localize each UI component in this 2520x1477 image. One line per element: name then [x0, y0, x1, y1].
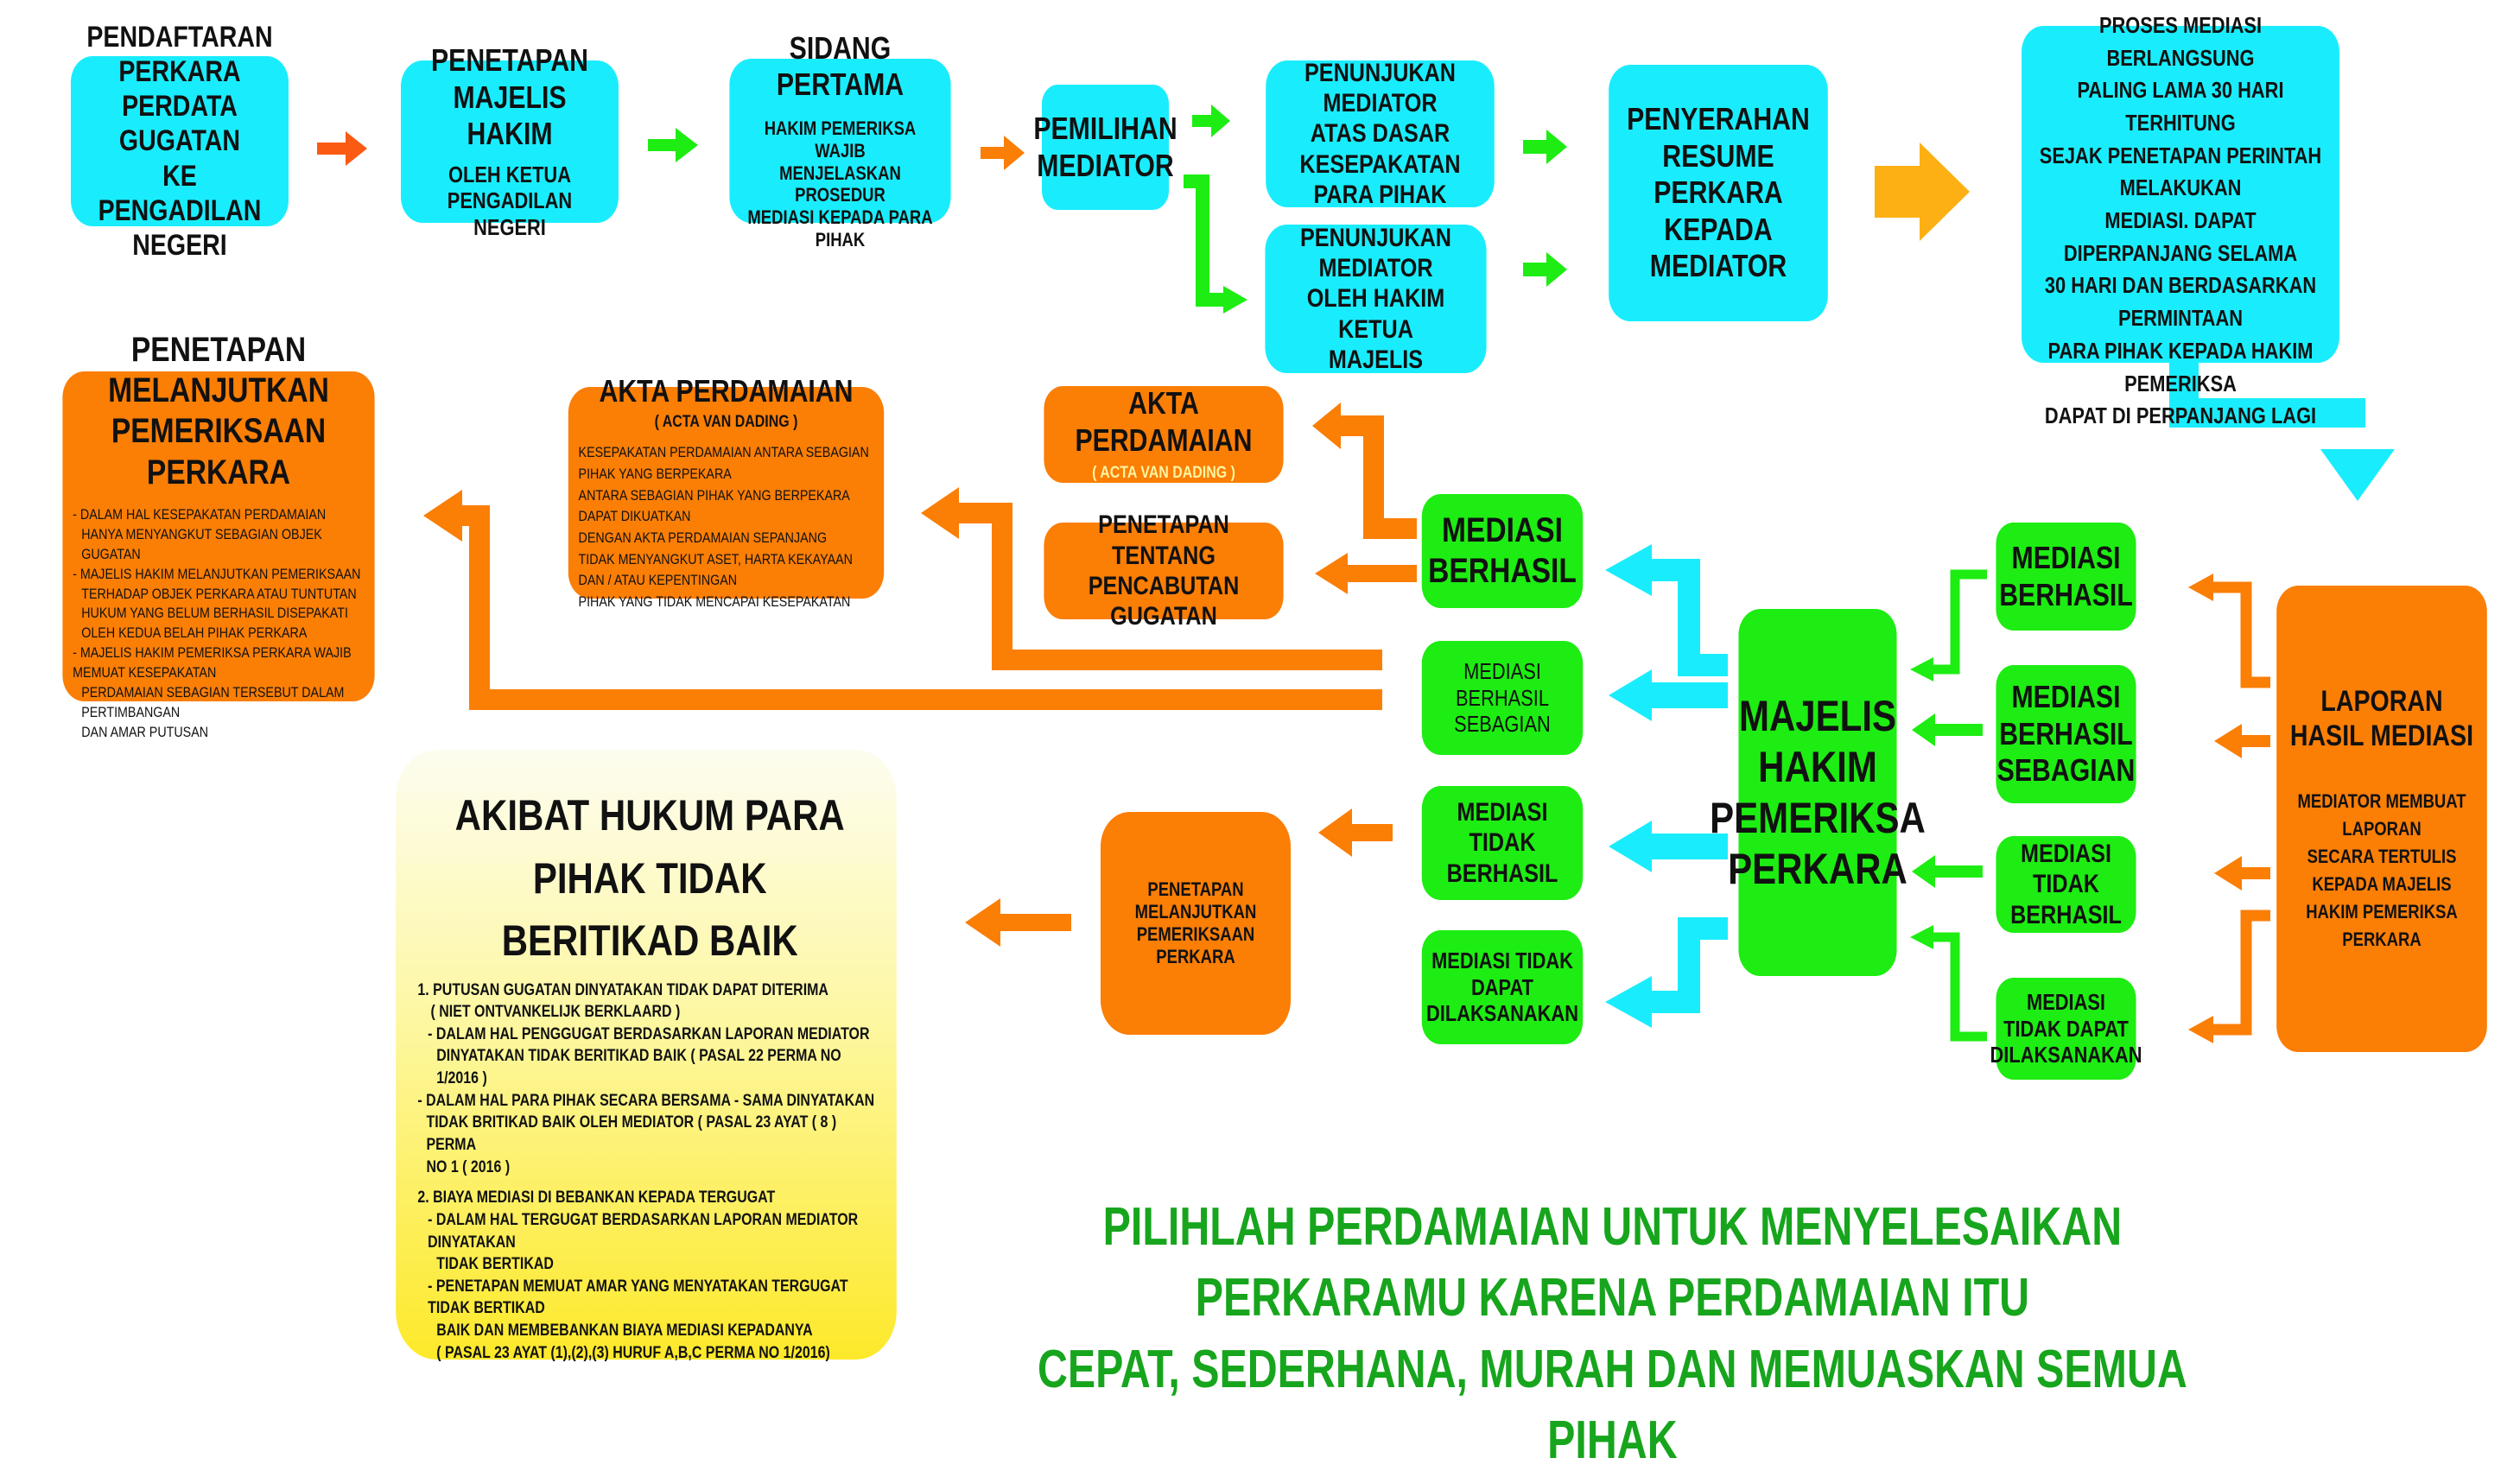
arrow-pemilihan-to-kesepakatan [1192, 105, 1230, 137]
pendaftaran-title: PENDAFTARAN PERKARA PERDATA GUGATAN KE PENGADILAN NEGERI [86, 21, 273, 262]
laporan-hasil-sub: MEDIATOR MEMBUAT LAPORAN SECARA TERTULIS KEPADA MAJELIS HAKIM PEMERIKSA PERKARA [2297, 790, 2466, 950]
box-l-tidak-dapat [1422, 930, 1583, 1044]
box-penyerahan-resume [1609, 65, 1828, 321]
box-r-tidak-berhasil [1996, 836, 2136, 933]
box-l-mediasi-sebagian [1422, 641, 1583, 755]
box-penunjukan-hakim [1265, 225, 1486, 373]
penetapan-lanjut-1-item: - MAJELIS HAKIM MELANJUTKAN PEMERIKSAAN [73, 565, 361, 582]
arrow-penetapan2-to-akibat [965, 898, 1071, 947]
pencabutan-title: PENETAPAN TENTANG PENCABUTAN GUGATAN [1088, 510, 1240, 631]
l-sebagian-title: MEDIASI BERHASIL SEBAGIAN [1454, 657, 1551, 738]
box-pencabutan-gugatan [1044, 510, 1283, 631]
arrow-l-berhasil-to-akta-head [1312, 403, 1341, 449]
box-sidang-pertama [729, 29, 950, 251]
akibat-hukum-item: DINYATAKAN TIDAK BERITIKAD BAIK ( PASAL 22 PERMA NO 1/2016 ) [436, 1047, 841, 1088]
arrow-laporan-to-r-berhasil [2212, 587, 2270, 682]
penetapan-lanjut-1-item: HANYA MENYANGKUT SEBAGIAN OBJEK GUGATAN [81, 525, 322, 562]
penunjukan-hakim-title: PENUNJUKAN MEDIATOR OLEH HAKIM KETUA MAJELIS [1299, 223, 1452, 375]
laporan-hasil-title: LAPORAN HASIL MEDIASI [2289, 685, 2474, 753]
r-sebagian-title: MEDIASI BERHASIL SEBAGIAN [1996, 679, 2136, 789]
box-pendaftaran-perkara [71, 21, 289, 262]
sidang-pertama-title: SIDANG PERTAMA [776, 29, 905, 103]
arrow-pemilihan-to-hakim [1184, 181, 1227, 300]
akibat-hukum-item: - PENETAPAN MEMUAT AMAR YANG MENYATAKAN TERGUGAT TIDAK BERTIKAD [428, 1277, 848, 1318]
penetapan-lanjut-2-title: PENETAPAN MELANJUTKAN PEMERIKSAAN PERKARA [1134, 878, 1257, 967]
arrow-majelis-to-l-berhasil [1646, 570, 1728, 665]
akibat-hukum-title: AKIBAT HUKUM PARA PIHAK TIDAK BERITIKAD BAIK [454, 791, 845, 965]
akta-2-body: KESEPAKATAN PERDAMAIAN ANTARA SEBAGIAN PIHAK YANG BERPEKARA ANTARA SEBAGIAN PIHAK YANG BERPEKARA DAPAT DIKUATKAN DENGAN AKTA PERDAMAIAN SEPANJANG TIDAK MENYANGKUT ASET, HARTA KEKAYAAN DAN / ATAU KEPENTINGAN PIHAK YANG TIDAK MENCAPAI KESEPAKATAN [578, 444, 869, 610]
box-penetapan-melanjutkan-1 [62, 331, 374, 741]
penetapan-lanjut-1-title: PENETAPAN MELANJUTKAN PEMERIKSAAN PERKARA [108, 331, 329, 491]
penetapan-lanjut-1-item: OLEH KEDUA BELAH PIHAK PERKARA [81, 624, 308, 642]
akta-1-title: AKTA PERDAMAIAN [1075, 385, 1253, 458]
proses-mediasi-title [2043, 0, 2318, 1]
arrow-kesepakatan-to-resume [1523, 130, 1567, 164]
akibat-hukum-item: TIDAK BERTIKAD [436, 1255, 554, 1274]
box-akta-perdamaian-1 [1044, 386, 1283, 483]
akibat-hukum-item: 2. BIAYA MEDIASI DI BEBANKAN KEPADA TERGUGAT [417, 1189, 776, 1208]
arrow-resume-to-proses [1875, 143, 1970, 241]
box-akibat-hukum [396, 750, 897, 1360]
l-berhasil-title: MEDIASI BERHASIL [1428, 510, 1577, 590]
penetapan-majelis-title: PENETAPAN MAJELIS HAKIM [430, 42, 589, 152]
slogan-text: PILIHLAH PERDAMAIAN UNTUK MENYELESAIKAN PERKARAMU KARENA PERDAMAIAN ITU CEPAT, SEDERHANA, MURAH DAN MEMUASKAN SEMUA PIHAK [1037, 1197, 2187, 1471]
box-r-tidak-dapat [1990, 978, 2142, 1080]
pemilihan-mediator-title: PEMILIHAN MEDIATOR [1033, 111, 1177, 183]
penunjukan-kesepakatan-title: PENUNJUKAN MEDIATOR ATAS DASAR KESEPAKATAN PARA PIHAK [1299, 58, 1461, 210]
box-pemilihan-mediator [1033, 85, 1177, 210]
akta-1-sub: ( ACTA VAN DADING ) [1092, 464, 1235, 483]
arrow-r-tidak-dapat-to-majelis-head [1910, 925, 1933, 949]
arrow-l-berhasil-to-pencabutan [1315, 553, 1417, 594]
arrow-l-berhasil-to-akta [1335, 426, 1417, 529]
akibat-hukum-item: BAIK DAN MEMBEBANKAN BIAYA MEDIASI KEPADANYA [436, 1322, 813, 1341]
akibat-hukum-item: - DALAM HAL TERGUGAT BERDASARKAN LAPORAN MEDIATOR DINYATAKAN [428, 1210, 859, 1252]
akibat-hukum-item: ( NIET ONTVANKELIJK BERKLAARD ) [430, 1003, 681, 1022]
arrow-r-berhasil-to-majelis-head [1910, 657, 1933, 681]
box-akta-perdamaian-2 [568, 372, 884, 610]
arrow-l-sebagian-to-akta2-head [921, 487, 959, 539]
arrow-pemilihan-to-hakim-head [1223, 286, 1247, 314]
penetapan-majelis-sub: OLEH KETUA PENGADILAN NEGERI [447, 161, 573, 241]
penetapan-lanjut-1-item: HUKUM YANG BELUM BERHASIL DISEPAKATI [81, 605, 348, 622]
akibat-hukum-item: NO 1 ( 2016 ) [426, 1157, 511, 1176]
r-tidak-dapat-title: MEDIASI TIDAK DAPAT DILAKSANAKAN [1990, 988, 2142, 1068]
arrow-majelis-to-l-berhasil-head [1605, 544, 1652, 596]
akibat-hukum-list [417, 979, 882, 1365]
box-majelis-hakim-pemeriksa [1710, 609, 1926, 976]
arrow-penetapan-to-sidang [648, 128, 698, 162]
arrow-hakim-to-resume [1523, 252, 1567, 287]
arrow-laporan-to-r-berhasil-head [2188, 574, 2213, 601]
akibat-hukum-item: ( PASAL 23 AYAT (1),(2),(3) HURUF A,B,C PERMA NO 1/2016) [436, 1343, 830, 1362]
akibat-hukum-item: TIDAK BRITIKAD BAIK OLEH MEDIATOR ( PASAL 23 AYAT ( 8 ) PERMA [426, 1113, 837, 1154]
akibat-hukum-item: - DALAM HAL PARA PIHAK SECARA BERSAMA - SAMA DINYATAKAN [417, 1091, 875, 1110]
arrow-r-tidak-dapat-to-majelis [1931, 937, 1987, 1036]
box-proses-mediasi [2022, 11, 2339, 429]
akta-2-title: AKTA PERDAMAIAN [599, 372, 854, 409]
penetapan-lanjut-1-item: - DALAM HAL KESEPAKATAN PERDAMAIAN [73, 505, 327, 523]
arrow-proses-to-laporan-head [2320, 449, 2395, 501]
penetapan-lanjut-1-item: - MAJELIS HAKIM PEMERIKSA PERKARA WAJIB MEMUAT KESEPAKATAN [73, 644, 352, 681]
penetapan-lanjut-1-item: TERHADAP OBJEK PERKARA ATAU TUNTUTAN [81, 585, 357, 602]
arrow-majelis-to-l-tidak-dapat [1646, 929, 1728, 1002]
box-penunjukan-kesepakatan [1266, 58, 1495, 210]
box-r-mediasi-berhasil [1996, 523, 2136, 631]
box-penetapan-melanjutkan-2 [1101, 812, 1291, 1035]
arrow-majelis-to-l-tidak-dapat-head [1605, 976, 1652, 1028]
box-r-mediasi-sebagian [1996, 665, 2136, 803]
majelis-hakim-title: MAJELIS HAKIM PEMERIKSA PERKARA [1710, 691, 1926, 893]
box-l-tidak-berhasil [1422, 786, 1583, 900]
r-tidak-berhasil-title: MEDIASI TIDAK BERHASIL [2010, 839, 2122, 929]
l-tidak-dapat-title: MEDIASI TIDAK DAPAT DILAKSANAKAN [1426, 947, 1578, 1027]
arrow-l-tidak-berhasil-to-penetapan2 [1318, 808, 1393, 857]
box-l-mediasi-berhasil [1422, 494, 1583, 608]
arrow-l-sebagian-to-penetapan-lanjut-head [423, 490, 462, 542]
arrow-laporan-to-r-tidak-berhasil [2214, 856, 2270, 891]
akibat-hukum-item: 1. PUTUSAN GUGATAN DINYATAKAN TIDAK DAPAT DITERIMA [417, 980, 828, 999]
arrow-laporan-to-r-tidak-dapat-head [2188, 1016, 2213, 1043]
arrow-laporan-to-r-tidak-dapat [2212, 916, 2270, 1030]
arrow-sidang-to-pemilihan [981, 136, 1025, 170]
akibat-hukum-item: - DALAM HAL PENGGUGAT BERDASARKAN LAPORAN MEDIATOR [428, 1024, 870, 1043]
penetapan-lanjut-1-item: PERDAMAIAN SEBAGIAN TERSEBUT DALAM PERTIMBANGAN [81, 684, 345, 721]
arrow-r-berhasil-to-majelis [1931, 574, 1987, 669]
r-berhasil-title: MEDIASI BERHASIL [1999, 540, 2133, 612]
arrow-pendaftaran-to-penetapan [317, 131, 367, 166]
penetapan-lanjut-1-item: DAN AMAR PUTUSAN [81, 724, 209, 741]
l-tidak-berhasil-title: MEDIASI TIDAK BERHASIL [1446, 797, 1558, 888]
penyerahan-resume-title: PENYERAHAN RESUME PERKARA KEPADA MEDIATOR [1627, 101, 1810, 284]
box-penetapan-majelis [401, 42, 619, 241]
sidang-pertama-sub: HAKIM PEMERIKSA WAJIB MENJELASKAN PROSEDUR MEDIASI KEPADA PARA PIHAK [747, 117, 933, 251]
penetapan-lanjut-1-list [73, 505, 365, 743]
arrow-laporan-to-r-sebagian [2214, 724, 2270, 758]
proses-mediasi-sub: PROSES MEDIASI BERLANGSUNG PALING LAMA 30 HARI TERHITUNG SEJAK PENETAPAN PERINTAH MELAKUKAN MEDIASI. DAPAT DIPERPANJANG SELAMA 30 HARI DAN BERDASARKAN PERMINTAAN PARA PIHAK KEPADA HAKIM PEMERIKSA DAPAT DI PERPANJANG LAGI [2039, 11, 2322, 429]
box-laporan-hasil-mediasi [2276, 586, 2487, 1052]
akta-2-sub: ( ACTA VAN DADING ) [654, 412, 798, 431]
